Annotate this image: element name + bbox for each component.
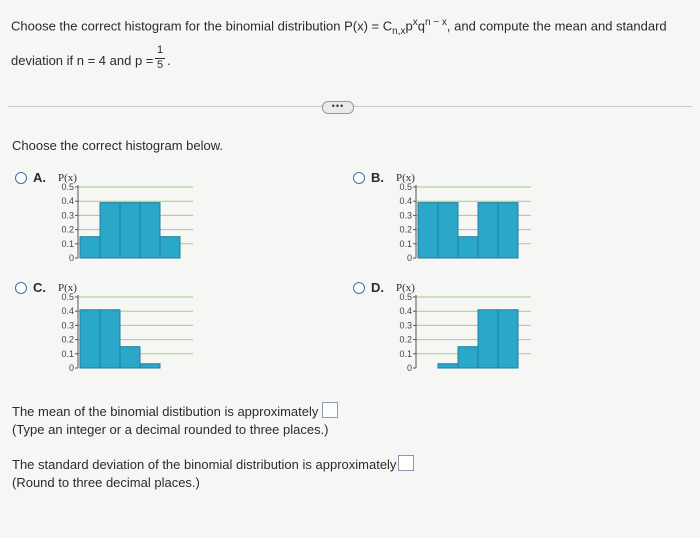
superscript-x: x [412,17,418,28]
y-tick-label: 0.2 [399,224,412,235]
y-tick-label: 0.3 [61,320,74,331]
histogram-bar [160,237,180,258]
histogram-bar [438,203,458,258]
y-tick-label: 0.2 [61,334,74,345]
y-tick-label: 0 [406,363,412,373]
y-tick-label: 0.4 [61,306,74,317]
y-tick-label: 0 [68,363,74,373]
histogram-d [388,280,548,380]
mean-label: The mean of the binomial distibution is approximately [12,404,319,419]
y-tick-label: 0.1 [61,348,74,359]
histogram-bar [478,310,498,368]
p-base: p [405,18,413,34]
option-d-letter: D. [371,280,384,295]
histogram-bar [478,203,498,258]
option-b-radio[interactable] [353,172,365,184]
histogram-bar [418,203,438,258]
q-base: q [417,18,425,34]
histogram-b [388,170,548,270]
question-line-2 [11,53,153,68]
question-text-start: Choose the correct histogram for the binomial distribution P(x) = C [11,18,393,34]
y-tick-label: 0.2 [61,224,74,235]
superscript-n-minus-x: n − x [424,17,447,28]
option-c-letter: C. [33,280,46,295]
histogram-bar [80,310,100,368]
histogram-bar [498,203,518,258]
mean-note: (Type an integer or a decimal rounded to three places.) [12,422,329,437]
expand-button[interactable]: ••• [322,101,354,114]
histogram-bar [438,364,458,368]
y-tick-label: 0.1 [399,348,412,359]
histogram-bar [120,347,140,368]
y-axis-label: P(x) [396,282,415,294]
y-tick-label: 0 [406,253,412,263]
fraction-numerator: 1 [156,44,164,56]
y-axis-label: P(x) [58,172,77,184]
y-tick-label: 0.5 [399,292,412,302]
histogram-bar [458,347,478,368]
std-label: The standard deviation of the binomial distribution is approximately [12,457,397,472]
mean-input[interactable] [322,402,338,418]
option-d-radio[interactable] [353,282,365,294]
histogram-bar [140,203,160,258]
histogram-bar [140,364,160,368]
option-c-radio[interactable] [15,282,27,294]
std-note: (Round to three decimal places.) [12,475,200,490]
y-tick-label: 0.4 [61,196,74,207]
histogram-prompt: Choose the correct histogram below. [12,138,223,153]
option-a-letter: A. [33,170,46,185]
histogram-bar [100,310,120,368]
histogram-a [50,170,210,270]
option-b-letter: B. [371,170,384,185]
question-line-2-start: deviation if n = 4 and p = [11,53,154,68]
y-tick-label: 0.5 [399,182,412,192]
histogram-bar [498,310,518,368]
y-tick-label: 0.1 [399,238,412,249]
y-tick-label: 0 [68,253,74,263]
std-input[interactable] [398,455,414,471]
histogram-bar [120,203,140,258]
y-tick-label: 0.3 [399,210,412,221]
y-tick-label: 0.3 [61,210,74,221]
question-text-end: , and compute the mean and standard [446,18,667,34]
histogram-bar [80,237,100,258]
question-line-2-end: . [167,53,171,68]
y-tick-label: 0.5 [61,292,74,302]
y-tick-label: 0.4 [399,196,412,207]
histogram-bar [100,203,120,258]
subscript-nx: n,x [392,25,406,37]
y-axis-label: P(x) [58,282,77,294]
question-line-1 [11,17,667,37]
histogram-bar [458,237,478,258]
option-a-radio[interactable] [15,172,27,184]
y-axis-label: P(x) [396,172,415,184]
fraction-denominator: 5 [156,59,164,71]
y-tick-label: 0.3 [399,320,412,331]
y-tick-label: 0.1 [61,238,74,249]
y-tick-label: 0.4 [399,306,412,317]
y-tick-label: 0.5 [61,182,74,192]
y-tick-label: 0.2 [399,334,412,345]
histogram-c [50,280,210,380]
